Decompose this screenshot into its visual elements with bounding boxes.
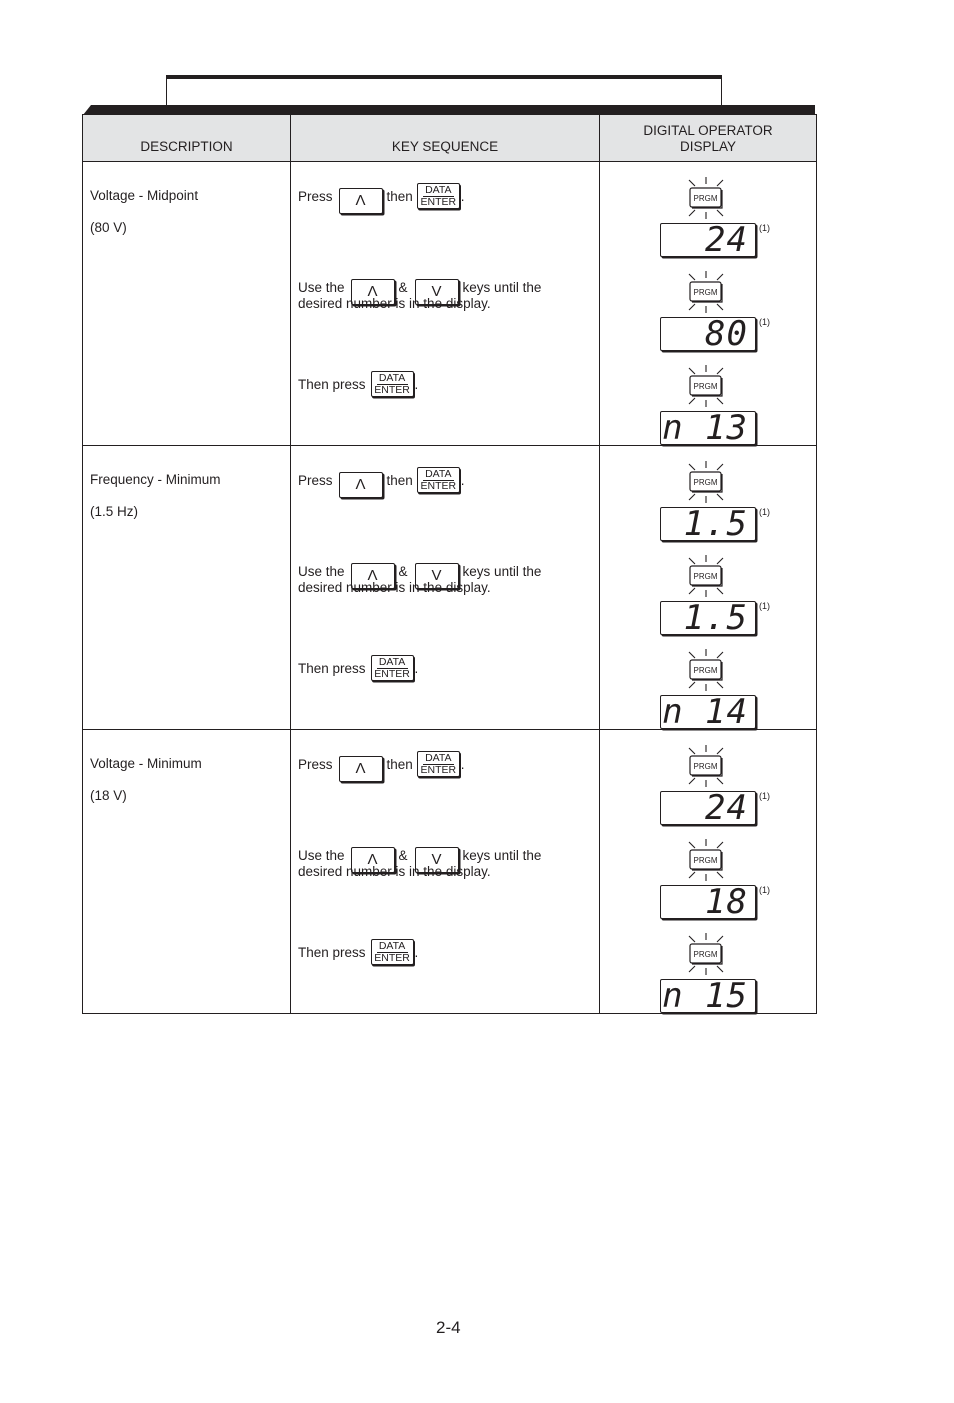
- parameter-value: (18 V): [90, 788, 127, 804]
- lcd-display: [660, 979, 756, 1013]
- description-cell: [83, 446, 291, 730]
- up-key-icon: Λ: [339, 472, 383, 498]
- lcd-value: 80: [705, 317, 748, 352]
- footnote-marker: (1): [759, 223, 770, 234]
- lcd-display: [660, 411, 756, 445]
- display-cell: [600, 446, 817, 730]
- svg-text:PRGM: PRGM: [693, 856, 718, 866]
- down-key-icon: V: [415, 279, 459, 305]
- step-adjust-cont: desired number is in the display.: [298, 580, 491, 596]
- lcd-value: 24: [705, 223, 748, 258]
- prgm-indicator-icon: [684, 553, 728, 599]
- lcd-value: 18: [705, 885, 748, 920]
- page-number: 2-4: [436, 1318, 461, 1337]
- data-enter-key-icon: DATA ENTER: [371, 371, 414, 397]
- lcd-value: n 15: [662, 979, 748, 1014]
- display-sequence: [600, 730, 816, 1013]
- header-display: DIGITAL OPERATOR DISPLAY: [600, 115, 817, 162]
- lcd-value: n 14: [662, 695, 748, 730]
- lcd-display: [660, 695, 756, 729]
- lcd-display: [660, 507, 756, 541]
- svg-text:PRGM: PRGM: [693, 666, 718, 676]
- up-key-icon: Λ: [339, 756, 383, 782]
- svg-text:PRGM: PRGM: [693, 194, 718, 204]
- footnote-marker: (1): [759, 885, 770, 896]
- footnote-marker: (1): [759, 791, 770, 802]
- table-title-tab: [166, 75, 722, 105]
- prgm-indicator-icon: [684, 743, 728, 789]
- description-cell: [83, 730, 291, 1014]
- up-key-icon: Λ: [351, 279, 395, 305]
- step-then-press: Then press DATA ENTER .: [298, 940, 419, 965]
- prgm-indicator-icon: [684, 269, 728, 315]
- lcd-value: n 13: [662, 411, 748, 446]
- parameter-name: Voltage - Minimum: [90, 756, 202, 772]
- up-key-icon: Λ: [351, 847, 395, 873]
- step-press: Press Λ then DATA ENTER .: [298, 183, 465, 214]
- lcd-value: 1.5: [683, 507, 748, 542]
- footnote-marker: (1): [759, 601, 770, 612]
- prgm-indicator-icon: [684, 931, 728, 977]
- step-adjust: Use the Λ & V keys until the: [298, 847, 541, 873]
- parameter-value: (80 V): [90, 220, 127, 236]
- step-adjust-cont: desired number is in the display.: [298, 296, 491, 312]
- prgm-indicator-icon: [684, 363, 728, 409]
- up-key-icon: Λ: [351, 563, 395, 589]
- step-adjust-cont: desired number is in the display.: [298, 864, 491, 880]
- step-press: Press Λ then DATA ENTER .: [298, 467, 465, 498]
- lcd-display: [660, 317, 756, 351]
- table-row: [83, 162, 817, 446]
- down-key-icon: V: [415, 847, 459, 873]
- key-sequence-cell: [291, 446, 600, 730]
- step-press: Press Λ then DATA ENTER .: [298, 751, 465, 782]
- display-cell: [600, 162, 817, 446]
- data-enter-key-icon: DATA ENTER: [371, 655, 414, 681]
- data-enter-key-icon: DATA ENTER: [417, 467, 460, 493]
- lcd-value: 1.5: [683, 601, 748, 636]
- data-enter-key-icon: DATA ENTER: [417, 183, 460, 209]
- step-then-press: Then press DATA ENTER .: [298, 372, 419, 397]
- prgm-indicator-icon: [684, 647, 728, 693]
- down-key-icon: V: [415, 563, 459, 589]
- footnote-marker: (1): [759, 317, 770, 328]
- footnote-marker: (1): [759, 507, 770, 518]
- lcd-value: 24: [705, 791, 748, 826]
- table-row: [83, 446, 817, 730]
- header-key-sequence: KEY SEQUENCE: [291, 115, 600, 162]
- key-sequence-cell: [291, 162, 600, 446]
- parameter-value: (1.5 Hz): [90, 504, 139, 520]
- procedure-table: [82, 114, 817, 1014]
- lcd-display: [660, 791, 756, 825]
- step-then-press: Then press DATA ENTER .: [298, 656, 419, 681]
- prgm-indicator-icon: [684, 175, 728, 221]
- lcd-display: [660, 223, 756, 257]
- svg-text:PRGM: PRGM: [693, 382, 718, 392]
- svg-text:PRGM: PRGM: [693, 950, 718, 960]
- svg-text:PRGM: PRGM: [693, 478, 718, 488]
- prgm-indicator-icon: [684, 459, 728, 505]
- description-cell: [83, 162, 291, 446]
- up-key-icon: Λ: [339, 188, 383, 214]
- step-adjust: Use the Λ & V keys until the: [298, 279, 541, 305]
- header-row: [83, 115, 817, 162]
- data-enter-key-icon: DATA ENTER: [417, 751, 460, 777]
- prgm-indicator-icon: [684, 837, 728, 883]
- display-cell: [600, 730, 817, 1014]
- display-sequence: [600, 162, 816, 445]
- header-description: DESCRIPTION: [83, 115, 291, 162]
- display-sequence: [600, 446, 816, 729]
- svg-text:PRGM: PRGM: [693, 762, 718, 772]
- lcd-display: [660, 601, 756, 635]
- parameter-name: Frequency - Minimum: [90, 472, 221, 488]
- svg-text:PRGM: PRGM: [693, 288, 718, 298]
- data-enter-key-icon: DATA ENTER: [371, 939, 414, 965]
- svg-text:PRGM: PRGM: [693, 572, 718, 582]
- parameter-name: Voltage - Midpoint: [90, 188, 199, 204]
- step-adjust: Use the Λ & V keys until the: [298, 563, 541, 589]
- key-sequence-cell: [291, 730, 600, 1014]
- table-row: [83, 730, 817, 1014]
- lcd-display: [660, 885, 756, 919]
